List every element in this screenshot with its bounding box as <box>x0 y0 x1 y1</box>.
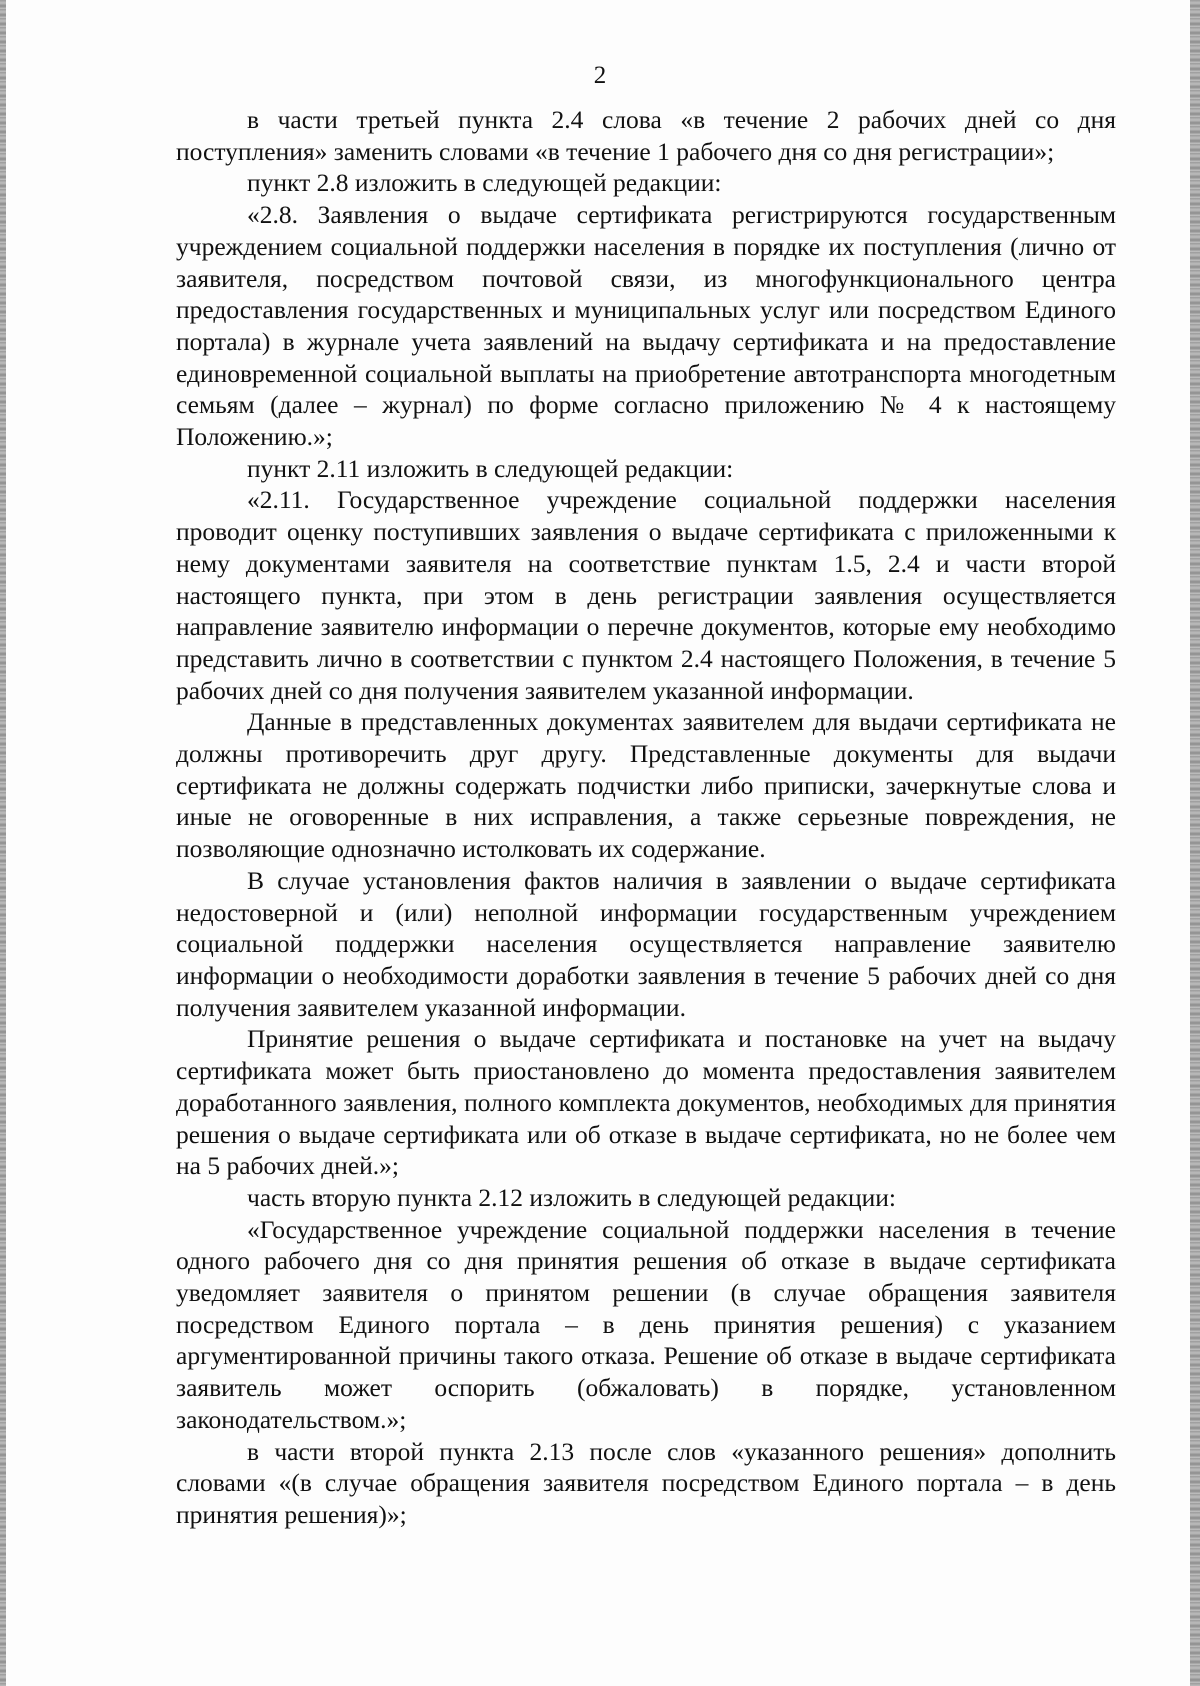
paragraph-2-12-intro: часть вторую пункта 2.12 изложить в следующей редакции: <box>247 1182 897 1212</box>
paragraph-incomplete-information: В случае установления фактов наличия в заявлении о выдаче сертификата недостоверной и (или) неполной информации государственным учреждением социальной поддержки населения осуществляется направление заявителю информации о необходимости доработки заявления в течение 5 рабочих дней со дня получения заявителем указанной информации. <box>176 865 1116 1022</box>
paragraph-2-4-amendment: в части третьей пункта 2.4 слова «в течение 2 рабочих дней со дня поступления» заменить словами «в течение 1 рабочего дня со дня регистрации»; <box>176 105 1116 166</box>
paragraph-documents-requirements: Данные в представленных документах заявителем для выдачи сертификата не должны противоречить друг другу. Представленные документы для выдачи сертификата не должны содержать подчистки либо приписки, зачеркнутые слова и иные не оговоренные в них исправления, а также серьезные повреждения, не позволяющие однозначно истолковать их содержание. <box>176 707 1116 864</box>
paragraph-2-13-amendment: в части второй пункта 2.13 после слов «указанного решения» дополнить словами «(в случае обращения заявителя посредством Единого портала – в день принятия решения)»; <box>176 1436 1116 1529</box>
paragraph-2-11-text: «2.11. Государственное учреждение социальной поддержки населения проводит оценку поступивших заявления о выдаче сертификата с приложенными к нему документами заявителя на соответствие пунктам 1.5, 2.4 и части второй настоящего пункта, при этом в день регистрации заявления осуществляется направление заявителю информации о перечне документов, которые ему необходимо представить лично в соответствии с пунктом 2.4 настоящего Положения, в течение 5 рабочих дней со дня получения заявителем указанной информации. <box>176 485 1116 705</box>
paragraph-2-8-text: «2.8. Заявления о выдаче сертификата регистрируются государственным учреждением социальной поддержки населения в порядке их поступления (лично от заявителя, посредством почтовой связи, из многофункционального центра предоставления государственных и муниципальных услуг или посредством Единого портала) в журнале учета заявлений на выдачу сертификата и на предоставление единовременной социальной выплаты на приобретение автотранспорта многодетным семьям (далее – журнал) по форме согласно приложению № 4 к настоящему Положению.»; <box>176 200 1116 452</box>
document-body <box>176 104 1116 1531</box>
paragraph-suspension: Принятие решения о выдаче сертификата и постановке на учет на выдачу сертификата может быть приостановлено до момента предоставления заявителем доработанного заявления, полного комплекта документов, необходимых для принятия решения о выдаче сертификата или об отказе в выдаче сертификата, но не более чем на 5 рабочих дней.»; <box>176 1024 1116 1181</box>
scan-edge-right <box>1190 0 1200 1686</box>
paragraph-2-12-text: «Государственное учреждение социальной поддержки населения в течение одного рабочего дня со дня принятия решения об отказе в выдаче сертификата уведомляет заявителя о принятом решении (в случае обращения заявителя посредством Единого портала – в день принятия решения) с указанием аргументированной причины такого отказа. Решение об отказе в выдаче сертификата заявитель может оспорить (обжаловать) в порядке, установленном законодательством.»; <box>176 1214 1116 1434</box>
paragraph-2-8-intro: пункт 2.8 изложить в следующей редакции: <box>247 168 722 198</box>
page-number: 2 <box>593 62 607 89</box>
scan-edge-left <box>0 0 6 1686</box>
paragraph-2-11-intro: пункт 2.11 изложить в следующей редакции: <box>247 453 734 483</box>
